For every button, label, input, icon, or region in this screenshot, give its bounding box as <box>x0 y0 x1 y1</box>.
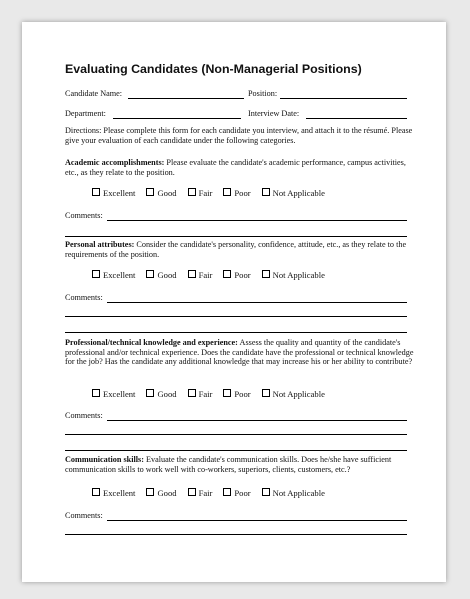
comments-label: Comments: <box>65 511 103 520</box>
comments-label: Comments: <box>65 411 103 420</box>
comments-label: Comments: <box>65 293 103 302</box>
checkbox[interactable] <box>223 188 231 196</box>
rating-option[interactable]: Not Applicable <box>262 270 325 280</box>
checkbox[interactable] <box>146 270 154 278</box>
checkbox[interactable] <box>92 488 100 496</box>
section-text: Assess the quality and quantity of the candidate's professional and/or technical experience. Does the candidate have the professional or technical knowledge for the job? Has the candidate any additional knowledge that may increase his or her ability to contribute? <box>65 338 414 367</box>
checkbox[interactable] <box>92 188 100 196</box>
rating-row-communication <box>92 488 336 498</box>
department-field[interactable] <box>113 118 241 119</box>
rating-option[interactable]: Not Applicable <box>262 188 325 198</box>
form-page <box>22 22 446 582</box>
section-heading: Personal attributes: <box>65 240 135 249</box>
section-academic-description <box>65 158 415 177</box>
rating-option[interactable]: Fair <box>188 488 213 498</box>
directions-text: Directions: Please complete this form for each candidate you interview, and attach it to the résumé. Please give your evaluation of each candidate under the following categories. <box>65 126 413 145</box>
section-heading: Communication skills: <box>65 455 144 464</box>
checkbox[interactable] <box>223 488 231 496</box>
rating-option[interactable]: Excellent <box>92 488 135 498</box>
candidate-name-label: Candidate Name: <box>65 89 123 98</box>
rating-option[interactable]: Excellent <box>92 270 135 280</box>
rating-option[interactable]: Poor <box>223 389 250 399</box>
comments-line[interactable] <box>107 520 407 521</box>
section-heading: Professional/technical knowledge and experience: <box>65 338 238 347</box>
checkbox[interactable] <box>223 270 231 278</box>
comments-line[interactable] <box>65 534 407 535</box>
rating-option[interactable]: Fair <box>188 389 213 399</box>
comments-line[interactable] <box>107 420 407 421</box>
section-professional-description <box>65 338 415 367</box>
checkbox[interactable] <box>92 270 100 278</box>
section-personal-description <box>65 240 415 259</box>
rating-option[interactable]: Poor <box>223 270 250 280</box>
checkbox[interactable] <box>92 389 100 397</box>
rating-option[interactable]: Good <box>146 488 176 498</box>
position-field[interactable] <box>280 98 407 99</box>
checkbox[interactable] <box>262 270 270 278</box>
rating-option[interactable]: Poor <box>223 488 250 498</box>
rating-option[interactable]: Poor <box>223 188 250 198</box>
section-heading: Academic accomplishments: <box>65 158 165 167</box>
comments-line[interactable] <box>65 316 407 317</box>
rating-row-personal <box>92 270 336 280</box>
section-divider <box>65 236 407 237</box>
rating-option[interactable]: Fair <box>188 270 213 280</box>
comments-label: Comments: <box>65 211 103 220</box>
checkbox[interactable] <box>188 188 196 196</box>
department-label: Department: <box>65 109 106 118</box>
rating-row-academic <box>92 188 336 198</box>
position-label: Position: <box>248 89 278 98</box>
interview-date-field[interactable] <box>306 118 407 119</box>
rating-option[interactable]: Excellent <box>92 188 135 198</box>
section-text: Evaluate the candidate's communication skills. Does he/she have sufficient communication skills to work well with co-workers, superiors, clients, customers, etc.? <box>65 455 392 474</box>
form-title: Evaluating Candidates (Non-Managerial Positions) <box>65 62 362 76</box>
checkbox[interactable] <box>262 188 270 196</box>
section-divider <box>65 450 407 451</box>
checkbox[interactable] <box>262 488 270 496</box>
rating-option[interactable]: Good <box>146 389 176 399</box>
checkbox[interactable] <box>188 270 196 278</box>
section-communication-description <box>65 455 415 474</box>
checkbox[interactable] <box>146 389 154 397</box>
checkbox[interactable] <box>146 488 154 496</box>
comments-line[interactable] <box>65 434 407 435</box>
candidate-name-field[interactable] <box>128 98 244 99</box>
rating-option[interactable]: Good <box>146 188 176 198</box>
rating-row-professional <box>92 389 336 399</box>
rating-option[interactable]: Excellent <box>92 389 135 399</box>
rating-option[interactable]: Not Applicable <box>262 389 325 399</box>
section-text: Please evaluate the candidate's academic performance, campus activities, etc., as they relate to the position. <box>65 158 406 177</box>
comments-line[interactable] <box>107 220 407 221</box>
comments-line[interactable] <box>107 302 407 303</box>
checkbox[interactable] <box>146 188 154 196</box>
section-text: Consider the candidate's personality, confidence, attitude, etc., as they relate to the requirements of the position. <box>65 240 407 259</box>
interview-date-label: Interview Date: <box>248 109 300 118</box>
rating-option[interactable]: Not Applicable <box>262 488 325 498</box>
rating-option[interactable]: Good <box>146 270 176 280</box>
checkbox[interactable] <box>188 488 196 496</box>
checkbox[interactable] <box>223 389 231 397</box>
checkbox[interactable] <box>188 389 196 397</box>
section-divider <box>65 332 407 333</box>
checkbox[interactable] <box>262 389 270 397</box>
rating-option[interactable]: Fair <box>188 188 213 198</box>
